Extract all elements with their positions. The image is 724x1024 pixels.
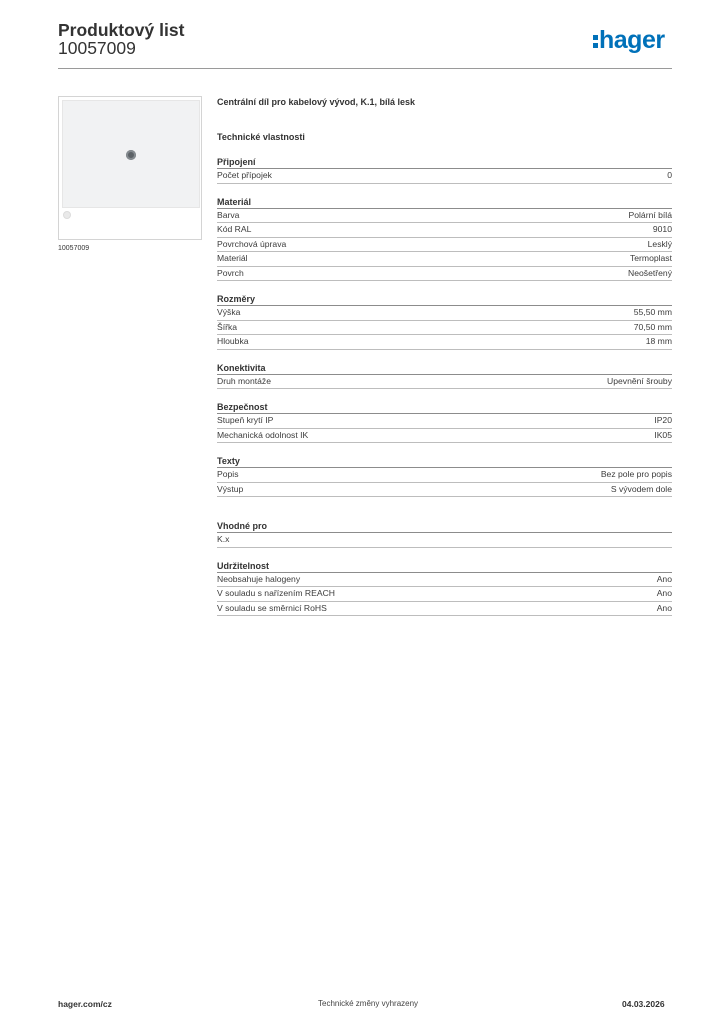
group-title: Udržitelnost [217, 560, 672, 573]
group-title: Texty [217, 455, 672, 468]
page-title: Produktový list [58, 20, 185, 40]
spec-row [217, 414, 672, 429]
spec-value: Lesklý [647, 238, 672, 249]
spec-label: Kód RAL [217, 224, 252, 234]
spec-label: Popis [217, 469, 239, 479]
group-vhodne-pro [217, 520, 672, 548]
spec-label: Stupeň krytí IP [217, 415, 274, 425]
spec-row [217, 209, 672, 224]
spec-row [217, 483, 672, 498]
group-konektivita [217, 362, 672, 390]
group-title: Rozměry [217, 293, 672, 306]
spec-row [217, 533, 672, 548]
logo-dots-icon [593, 31, 598, 49]
footer-date: 04.03.2026 [622, 999, 665, 1009]
spec-label: V souladu s nařízením REACH [217, 588, 335, 598]
spec-label: Hloubka [217, 336, 249, 346]
group-material [217, 196, 672, 282]
spec-row [217, 252, 672, 267]
spec-label: Výstup [217, 483, 244, 494]
cable-outlet-hole [126, 150, 136, 160]
product-number: 10057009 [58, 38, 136, 58]
spec-label: Druh montáže [217, 375, 271, 386]
specifications [217, 95, 672, 616]
spec-label: Výška [217, 307, 241, 317]
spec-value: S vývodem dole [610, 483, 672, 494]
image-caption: 10057009 [58, 245, 90, 252]
product-title: Centrální díl pro kabelový vývod, K.1, bílá lesk [217, 97, 416, 107]
spec-value: Ano [656, 602, 672, 613]
spec-row [217, 267, 672, 282]
group-title: Konektivita [217, 362, 672, 375]
spec-row [217, 468, 672, 483]
technical-heading: Technické vlastnosti [217, 132, 305, 142]
spec-label: Mechanická odolnost IK [217, 429, 309, 440]
spec-label: K.x [217, 534, 230, 544]
group-texty [217, 455, 672, 497]
group-title: Připojení [217, 156, 672, 169]
spec-value: 9010 [652, 224, 672, 234]
spec-label: Šířka [217, 321, 238, 332]
group-bezpecnost [217, 401, 672, 443]
spec-row [217, 587, 672, 602]
cover-plate [62, 100, 200, 208]
spec-row [217, 573, 672, 588]
spec-label: V souladu se směrnicí RoHS [217, 602, 327, 613]
group-title: Vhodné pro [217, 520, 672, 533]
spec-row [217, 602, 672, 617]
spec-label: Barva [217, 209, 240, 220]
header-divider [58, 68, 672, 69]
spec-value: Polární bílá [628, 209, 672, 220]
group-rozmery [217, 293, 672, 350]
spec-row [217, 335, 672, 350]
spec-value: Bez pole pro popis [600, 469, 672, 479]
indicator-dot [63, 211, 71, 219]
spec-value: IK05 [654, 429, 672, 440]
logo-text: hager [599, 26, 665, 54]
spec-value: IP20 [654, 415, 672, 425]
spec-label: Počet přípojek [217, 170, 272, 180]
spec-row [217, 375, 672, 390]
spec-row [217, 321, 672, 336]
spec-value: 70,50 mm [633, 321, 672, 332]
spec-label: Neobsahuje halogeny [217, 573, 301, 584]
spec-row [217, 429, 672, 444]
spec-row [217, 238, 672, 253]
spec-row [217, 306, 672, 321]
spec-value: Neošetřený [628, 267, 672, 278]
spec-value: Termoplast [629, 253, 672, 263]
group-title: Bezpečnost [217, 401, 672, 414]
footer-website: hager.com/cz [58, 999, 112, 1009]
spec-label: Povrch [217, 267, 244, 278]
spec-value: Ano [656, 573, 672, 584]
spec-row [217, 169, 672, 184]
spec-label: Povrchová úprava [217, 238, 287, 249]
spec-label: Materiál [217, 253, 248, 263]
spec-value: 18 mm [645, 336, 672, 346]
spec-value: Upevnění šrouby [607, 375, 672, 386]
spec-value: Ano [656, 588, 672, 598]
product-image [58, 96, 202, 240]
group-udrzitelnost [217, 560, 672, 617]
spec-row [217, 223, 672, 238]
spec-value: 0 [667, 170, 672, 180]
hager-logo [593, 26, 665, 54]
group-title: Materiál [217, 196, 672, 209]
spec-value: 55,50 mm [633, 307, 672, 317]
group-pripojeni [217, 156, 672, 184]
footer-notice: Technické změny vyhrazeny [318, 999, 419, 1008]
